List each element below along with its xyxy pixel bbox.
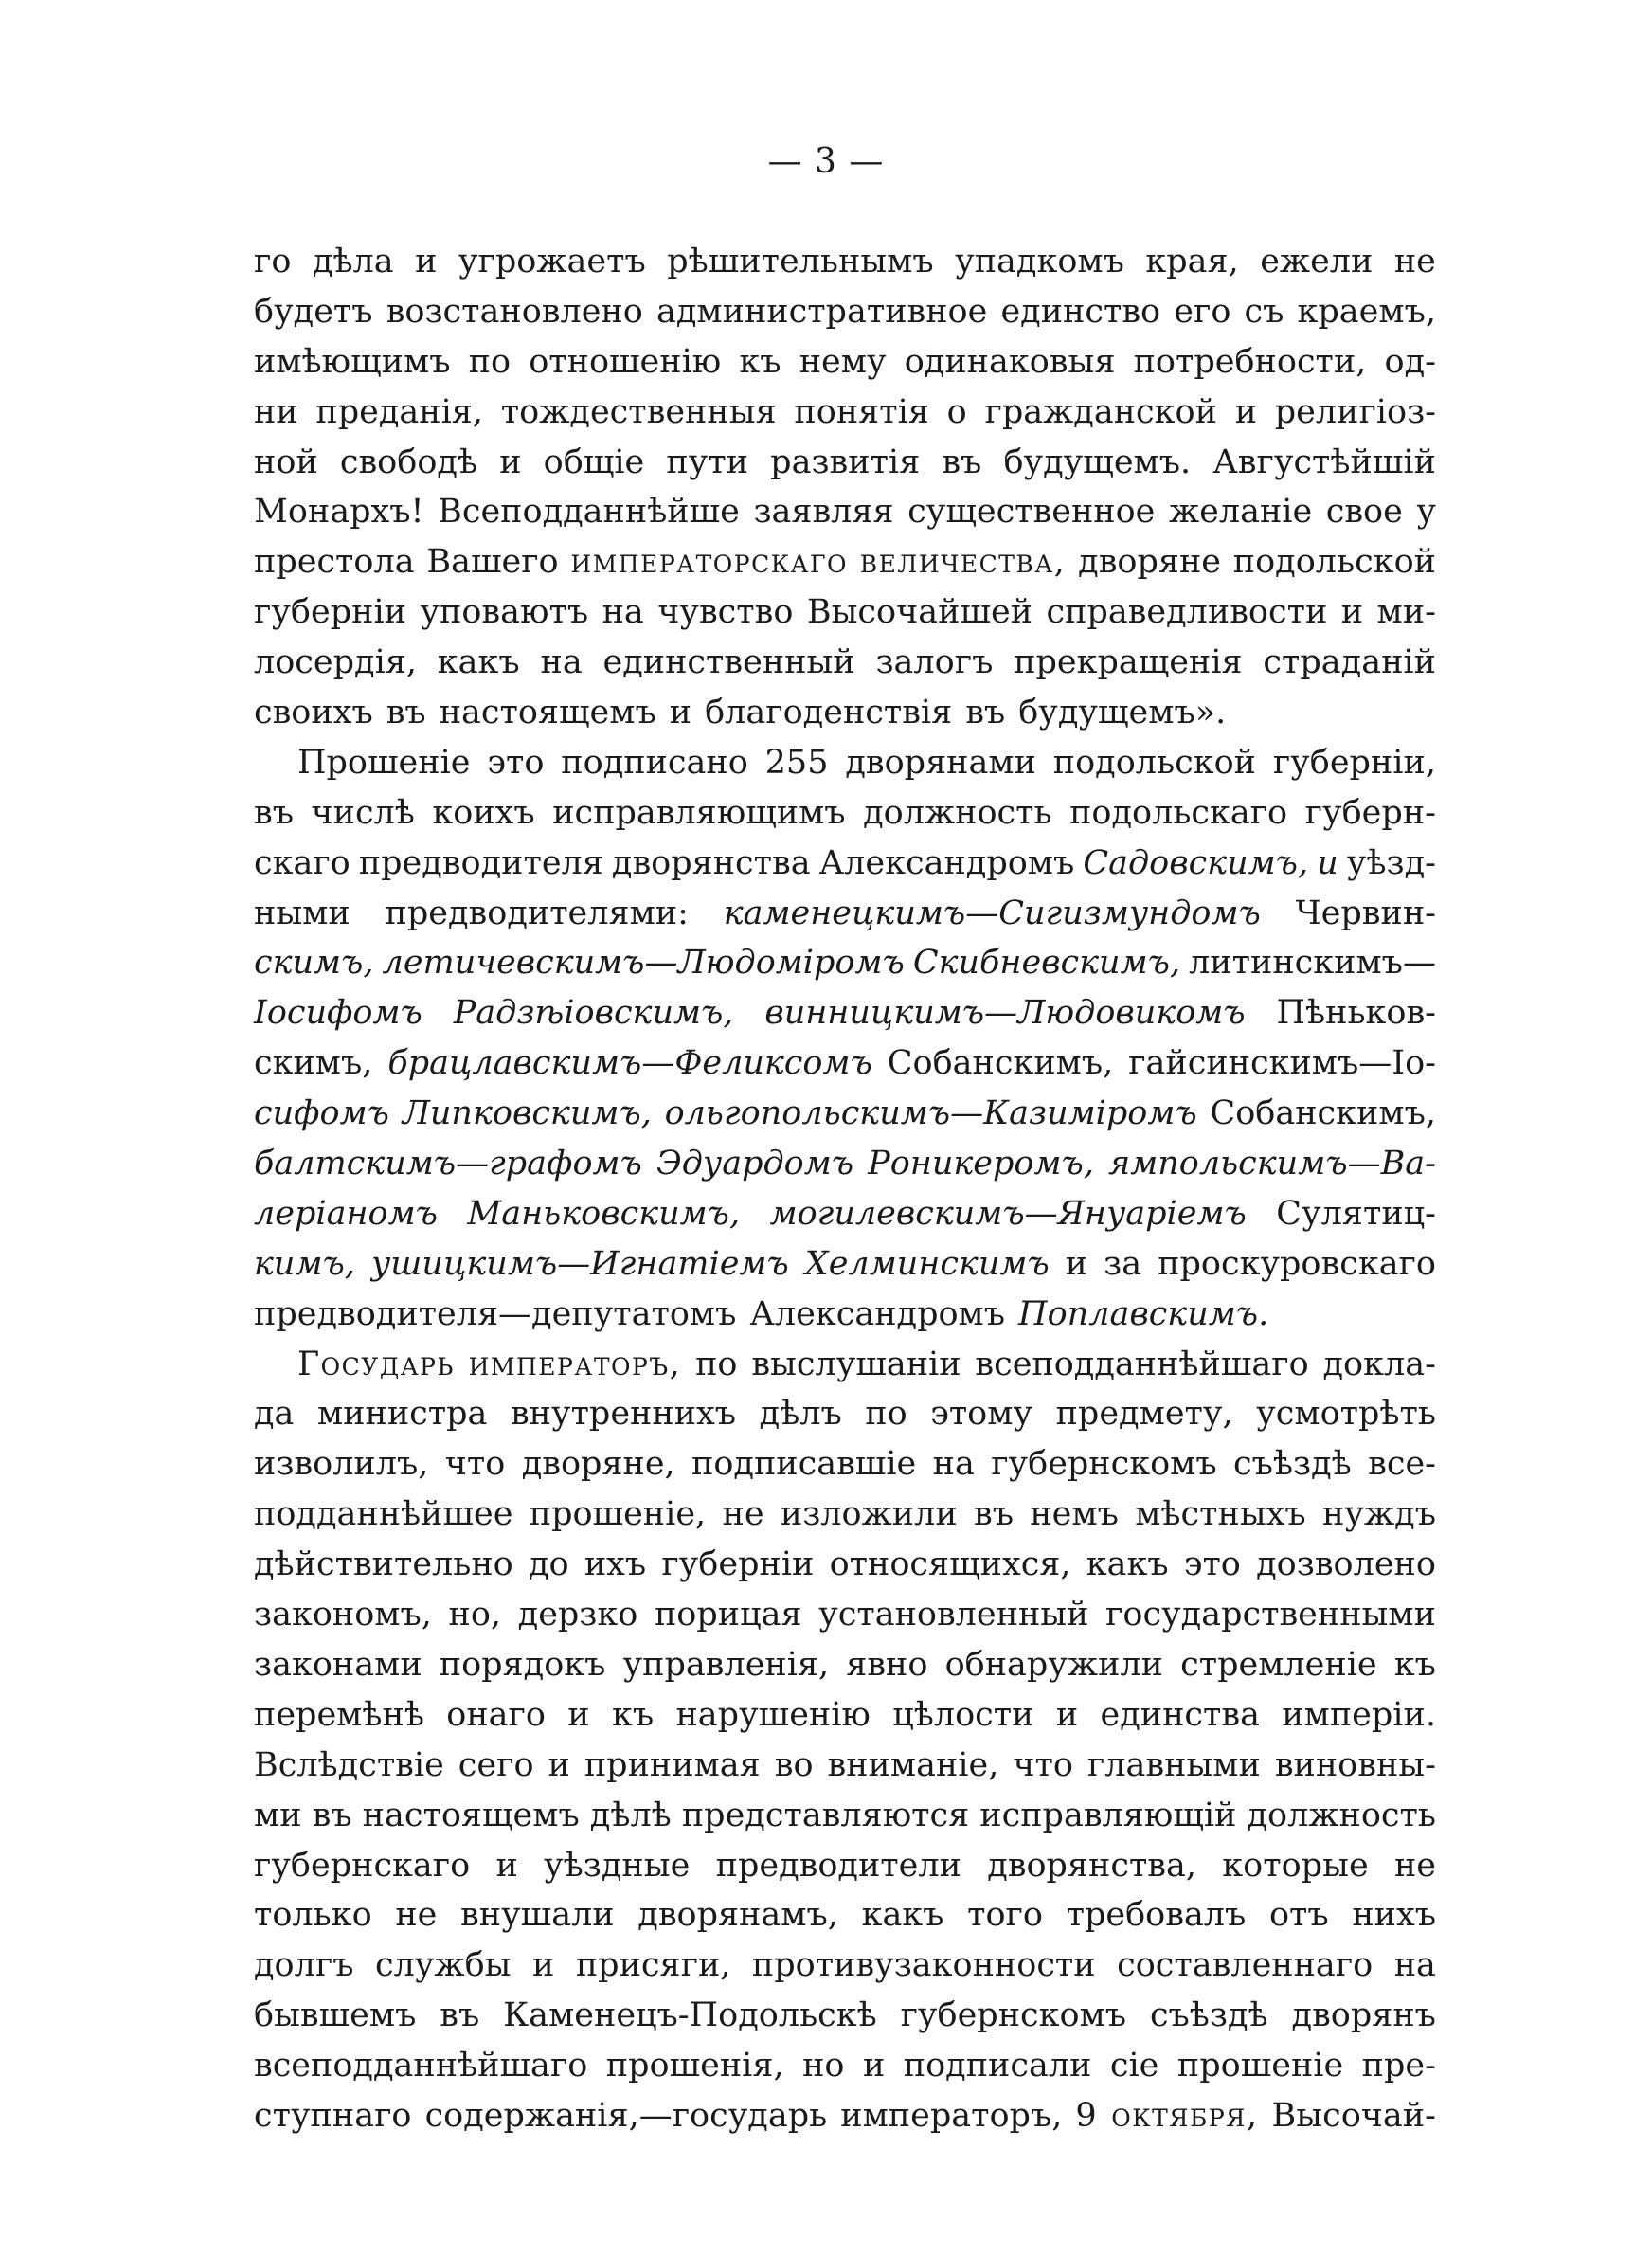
text-line: дѣйствительно до ихъ губерніи относящихся, какъ это дозволено	[254, 1545, 1436, 1584]
text-line: ными предводителями: каменецкимъ—Сигизмундомъ Червин-	[254, 894, 1436, 932]
text-line: перемѣнѣ онаго и къ нарушенію цѣлости и единства имперіи.	[254, 1695, 1436, 1734]
text-line: лосердія, какъ на единственный залогъ прекращенія страданій	[254, 643, 1436, 682]
text-line: закономъ, но, дерзко порицая установленный государственными	[254, 1596, 1436, 1634]
text-line: скимъ, брацлавскимъ—Феликсомъ Собанскимъ, гайсинскимъ—Іо-	[254, 1044, 1436, 1083]
text-line: Іосифомъ Радзѣіовскимъ, винницкимъ—Людовикомъ Пѣньков-	[254, 994, 1436, 1033]
text-line: ной свободѣ и общіе пути развитія въ будущемъ. Августѣйшій	[254, 442, 1436, 481]
text-line: го дѣла и угрожаетъ рѣшительнымъ упадкомъ края, ежели не	[254, 243, 1436, 280]
text-line: Монархъ! Всеподданнѣйше заявляя существенное желаніе свое у	[254, 493, 1436, 532]
text-line: своихъ въ настоящемъ и благоденствія въ будущемъ».	[254, 694, 1227, 732]
text-line: законами порядокъ управленія, явно обнаружили стремленіе къ	[254, 1645, 1436, 1684]
text-line: Государь императоръ, по выслушаніи всеподданнѣйшаго докла-	[297, 1345, 1436, 1383]
text-line: предводителя—депутатомъ Александромъ Поплавскимъ.	[254, 1294, 1269, 1333]
text-line: сифомъ Липковскимъ, ольгопольскимъ—Казиміромъ Собанскимъ,	[254, 1094, 1436, 1133]
text-line: губерніи уповаютъ на чувство Высочайшей справедливости и ми-	[254, 593, 1436, 632]
text-line: ступнаго содержанія,—государь императоръ, 9 октября, Высочай-	[254, 2096, 1436, 2135]
text-line: скимъ, летичевскимъ—Людоміромъ Скибневскимъ, литинскимъ—	[254, 944, 1436, 983]
text-line: имѣющимъ по отношенію къ нему одинаковыя потребности, од-	[254, 342, 1436, 381]
text-line: изволилъ, что дворяне, подписавшіе на губернскомъ съѣздѣ все-	[254, 1445, 1436, 1484]
text-line: престола Вашего императорскаго величества, дворяне подольской	[254, 543, 1436, 582]
text-line: кимъ, ушицкимъ—Игнатіемъ Хелминскимъ и за проскуровскаго	[254, 1244, 1436, 1283]
text-line: балтскимъ—графомъ Эдуардомъ Роникеромъ, ямпольскимъ—Ва-	[254, 1145, 1436, 1183]
text-line: будетъ возстановлено административное единство его съ краемъ,	[254, 292, 1436, 331]
text-line: въ числѣ коихъ исправляющимъ должность подольскаго губерн-	[254, 793, 1436, 832]
text-line: только не внушали дворянамъ, какъ того требовалъ отъ нихъ	[254, 1896, 1436, 1935]
text-line: леріаномъ Маньковскимъ, могилевскимъ—Януаріемъ Сулятиц-	[254, 1194, 1436, 1233]
text-line: губернскаго и уѣздные предводители дворянства, которые не	[254, 1846, 1436, 1885]
text-line: бывшемъ въ Каменецъ-Подольскѣ губернскомъ съѣздѣ дворянъ	[254, 1996, 1436, 2035]
text-line: скаго предводителя дворянства Александромъ Садовскимъ, и уѣзд-	[254, 843, 1436, 882]
text-line: Вслѣдствіе сего и принимая во вниманіе, что главными виновны-	[254, 1745, 1436, 1784]
text-line: всеподданнѣйшаго прошенія, но и подписали сіе прошеніе пре-	[254, 2047, 1436, 2085]
text-line: долгъ службы и присяги, противузаконности составленнаго на	[254, 1946, 1436, 1985]
text-line: ни преданія, тождественныя понятія о гражданской и религіоз-	[254, 392, 1436, 431]
page-number: — 3 —	[767, 142, 885, 181]
body-text	[254, 237, 1436, 2141]
text-line: Прошеніе это подписано 255 дворянами подольской губерніи,	[297, 743, 1436, 782]
text-line: да министра внутреннихъ дѣлъ по этому предмету, усмотрѣть	[254, 1395, 1436, 1434]
text-line: подданнѣйшее прошеніе, не изложили въ немъ мѣстныхъ нуждъ	[254, 1495, 1436, 1534]
text-line: ми въ настоящемъ дѣлѣ представляются исправляющій должность	[254, 1796, 1436, 1834]
